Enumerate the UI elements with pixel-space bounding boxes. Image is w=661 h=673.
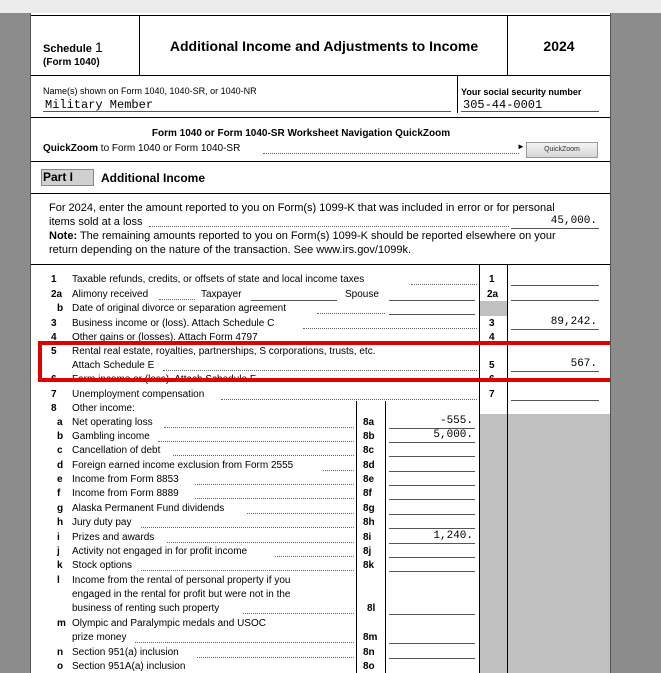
divorce-date-field[interactable] xyxy=(389,314,475,315)
box-7: 7 xyxy=(489,389,495,400)
box-8m: 8m xyxy=(363,632,378,643)
section-951a-field[interactable] xyxy=(389,658,475,659)
alimony-taxpayer-field[interactable] xyxy=(251,300,337,301)
line-letter-8c: c xyxy=(57,445,63,456)
tax-year: 2024 xyxy=(543,38,575,54)
gambling-income-amount[interactable]: 5,000. xyxy=(433,429,473,441)
line-letter-8m: m xyxy=(57,618,66,629)
form-reference: (Form 1040) xyxy=(43,57,100,68)
line-text-8m: Olympic and Paralympic medals and USOC xyxy=(72,618,266,629)
quickzoom-arrow-icon: ► xyxy=(517,142,525,151)
line-text-8j: Activity not engaged in for profit income xyxy=(72,546,248,557)
box-6: 6 xyxy=(489,374,495,385)
line-text-8g: Alaska Permanent Fund dividends xyxy=(72,503,225,514)
box-8c: 8c xyxy=(363,445,375,456)
line-number-8: 8 xyxy=(51,403,57,414)
cancellation-debt-field[interactable] xyxy=(389,456,475,457)
line-text-1: Taxable refunds, credits, or offsets of state and local income taxes xyxy=(72,274,365,285)
shaded-column-8 xyxy=(480,414,507,673)
line-text-4: Other gains or (losses). Attach Form 4797 xyxy=(72,332,258,343)
box-8g: 8g xyxy=(363,503,375,514)
box-8j: 8j xyxy=(363,546,372,557)
form-1099k-amount[interactable]: 45,000. xyxy=(550,215,597,227)
line-letter-8b: b xyxy=(57,431,64,442)
part-title: Additional Income xyxy=(101,171,206,185)
box-8a: 8a xyxy=(363,417,375,428)
line-number-1: 1 xyxy=(51,274,57,285)
line-text-8o: Section 951A(a) inclusion xyxy=(72,661,186,672)
form-title: Additional Income and Adjustments to Income xyxy=(169,38,479,54)
line-letter-8o: o xyxy=(57,661,64,672)
line-letter-8n: n xyxy=(57,647,64,658)
shaded-cell-2b xyxy=(480,301,507,316)
line-text-7: Unemployment compensation xyxy=(72,389,205,400)
taxpayer-label: Taxpayer xyxy=(201,289,242,300)
name-label: Name(s) shown on Form 1040, 1040-SR, or 1040-NR xyxy=(43,86,257,96)
box-8d: 8d xyxy=(363,460,375,471)
alimony-spouse-field[interactable] xyxy=(389,300,475,301)
line-text-8l: Income from the rental of personal property if you xyxy=(72,575,291,586)
line-text-8h: Jury duty pay xyxy=(72,517,132,528)
line-number-6: 6 xyxy=(51,374,57,385)
line-text-8b: Gambling income xyxy=(72,431,150,442)
line-text-8c: Cancellation of debt xyxy=(72,445,161,456)
box-8l: 8l xyxy=(367,603,376,614)
box-3: 3 xyxy=(489,318,495,329)
line-letter-8e: e xyxy=(57,474,63,485)
form-page xyxy=(30,13,611,673)
alaska-dividends-field[interactable] xyxy=(389,514,475,515)
box-2a: 2a xyxy=(487,289,499,300)
not-for-profit-field[interactable] xyxy=(389,557,475,558)
line-letter-8f: f xyxy=(57,488,61,499)
rental-income-amount[interactable]: 567. xyxy=(570,358,597,370)
quickzoom-button[interactable]: QuickZoom xyxy=(526,142,598,158)
line-text-8d: Foreign earned income exclusion from Form 2555 xyxy=(72,460,294,471)
spouse-label: Spouse xyxy=(345,289,379,300)
quickzoom-heading: Form 1040 or Form 1040-SR Worksheet Navigation QuickZoom xyxy=(151,128,451,139)
box-5: 5 xyxy=(489,360,495,371)
line-letter-8l: l xyxy=(57,575,60,586)
rental-personal-property-field[interactable] xyxy=(389,614,475,615)
ssn-label: Your social security number xyxy=(461,87,582,97)
net-operating-loss-amount[interactable]: -555. xyxy=(439,415,473,427)
box-8k: 8k xyxy=(363,560,375,571)
part-label: Part I xyxy=(41,169,94,186)
prizes-awards-amount[interactable]: 1,240. xyxy=(433,530,473,542)
box-8i: 8i xyxy=(363,532,372,543)
line-letter-8k: k xyxy=(57,560,63,571)
form-8853-field[interactable] xyxy=(389,485,475,486)
note-line-2: return depending on the nature of the transaction. See www.irs.gov/1099k. xyxy=(49,244,412,256)
unemployment-amount-field[interactable] xyxy=(511,400,599,401)
business-income-amount[interactable]: 89,242. xyxy=(550,316,597,328)
line-text-2a: Alimony received xyxy=(72,289,149,300)
intro-line-2: items sold at a loss xyxy=(49,216,143,228)
box-8f: 8f xyxy=(363,488,372,499)
line-5-highlight-box xyxy=(38,341,611,382)
alimony-amount-field[interactable] xyxy=(511,300,599,301)
line-text-8a: Net operating loss xyxy=(72,417,153,428)
line-number-3: 3 xyxy=(51,318,57,329)
window-top-strip xyxy=(0,0,661,13)
line-text-5: Rental real estate, royalties, partnerships, S corporations, trusts, etc. xyxy=(72,346,376,357)
box-8e: 8e xyxy=(363,474,375,485)
line-letter-8a: a xyxy=(57,417,63,428)
line-letter-8g: g xyxy=(57,503,64,514)
box-8n: 8n xyxy=(363,647,375,658)
box-8b: 8b xyxy=(363,431,375,442)
line-text-8: Other income: xyxy=(72,403,135,414)
line-text-8f: Income from Form 8889 xyxy=(72,488,179,499)
ssn-value[interactable]: 305-44-0001 xyxy=(463,98,543,112)
form-8889-field[interactable] xyxy=(389,499,475,500)
line-text-8l-cont-1: engaged in the rental for profit but were not in the xyxy=(72,589,291,600)
line-number-2a: 2a xyxy=(51,289,63,300)
line-number-5: 5 xyxy=(51,346,57,357)
box-8h: 8h xyxy=(363,517,375,528)
line-text-8m-cont: prize money xyxy=(72,632,127,643)
box-8o: 8o xyxy=(363,661,375,672)
line-text-3: Business income or (loss). Attach Schedule C xyxy=(72,318,275,329)
olympic-medals-field[interactable] xyxy=(389,643,475,644)
line-text-2b: Date of original divorce or separation agreement xyxy=(72,303,287,314)
line-text-5-cont: Attach Schedule E xyxy=(72,360,155,371)
quickzoom-text: QuickZoom to Form 1040 or Form 1040-SR xyxy=(43,143,241,154)
line-letter-8i: i xyxy=(57,532,60,543)
line-text-8l-cont-2: business of renting such property xyxy=(72,603,220,614)
intro-line-1: For 2024, enter the amount reported to you on Form(s) 1099-K that was included in error or for personal xyxy=(49,202,555,214)
stock-options-field[interactable] xyxy=(389,571,475,572)
line-number-7: 7 xyxy=(51,389,57,400)
line-letter-8d: d xyxy=(57,460,64,471)
shaded-amount-column-8 xyxy=(508,414,610,673)
schedule-label: Schedule 1 xyxy=(43,39,103,55)
line-text-6: Farm income or (loss). Attach Schedule F xyxy=(72,374,256,385)
line-text-8i: Prizes and awards xyxy=(72,532,155,543)
line-text-8e: Income from Form 8853 xyxy=(72,474,179,485)
jury-duty-field[interactable] xyxy=(389,528,475,529)
box-4: 4 xyxy=(489,332,495,343)
line-number-2b: b xyxy=(57,303,64,314)
line-number-4: 4 xyxy=(51,332,57,343)
box-1: 1 xyxy=(489,274,495,285)
line-text-8k: Stock options xyxy=(72,560,133,571)
line-text-8n: Section 951(a) inclusion xyxy=(72,647,179,658)
line-letter-8h: h xyxy=(57,517,64,528)
taxpayer-name[interactable]: Military Member xyxy=(45,98,154,112)
line-letter-8j: j xyxy=(57,546,60,557)
foreign-income-exclusion-field[interactable] xyxy=(389,471,475,472)
note-text: Note: The remaining amounts reported to you on Form(s) 1099-K should be reported elsewhere on your xyxy=(49,230,556,242)
